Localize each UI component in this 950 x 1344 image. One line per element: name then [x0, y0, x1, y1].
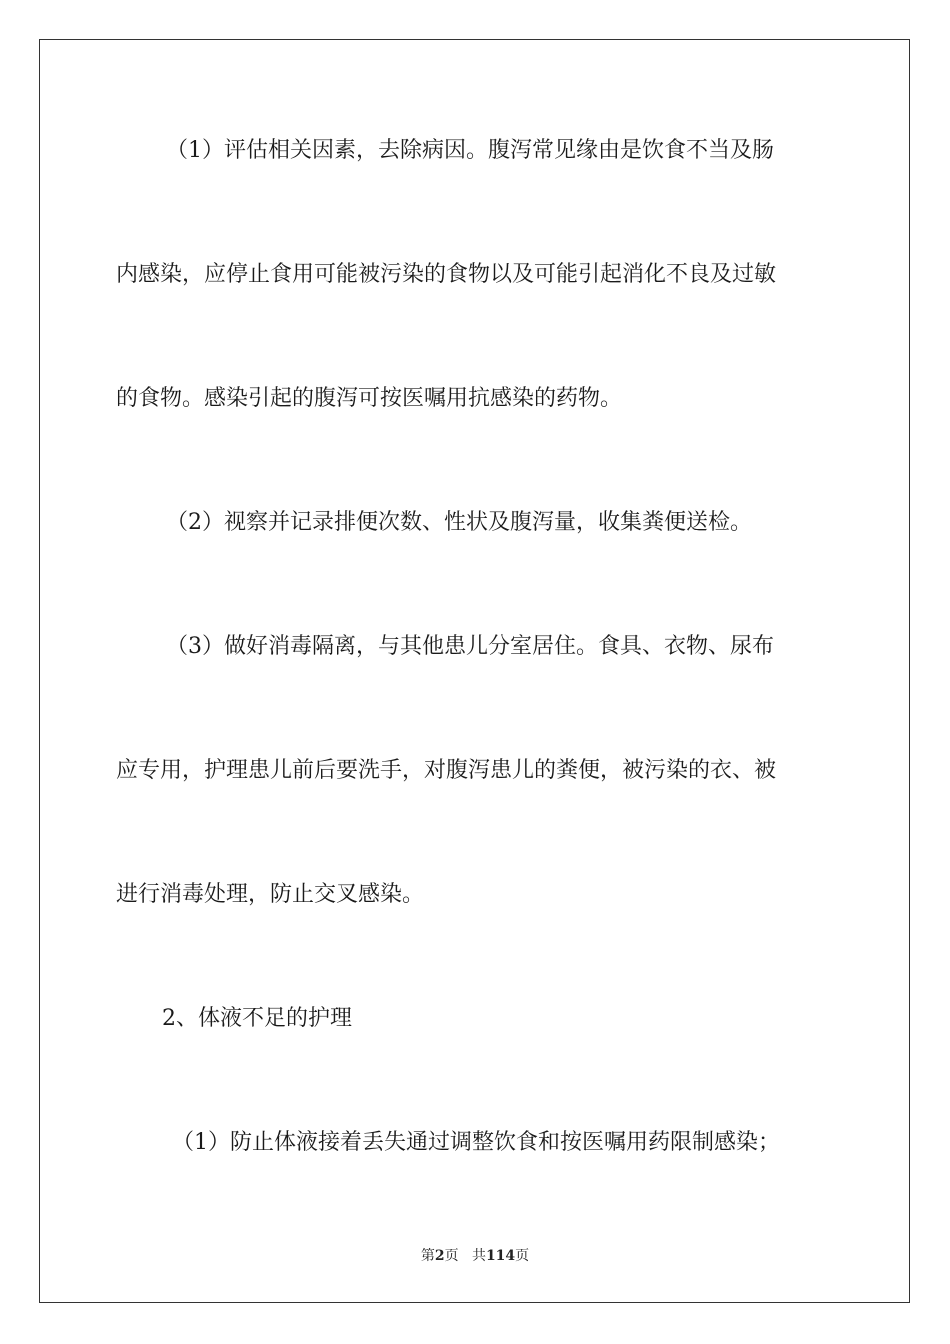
- page-footer: [0, 1247, 950, 1265]
- footer-total-prefix: 共: [471, 1248, 486, 1264]
- paragraph-line-6: 应专用，护理患儿前后要洗手，对腹泻患儿的粪便，被污染的衣、被: [116, 758, 777, 783]
- footer-page-suffix: 页: [444, 1248, 459, 1264]
- paragraph-line-4: （2）视察并记录排便次数、性状及腹泻量，收集粪便送检。: [166, 510, 752, 535]
- paragraph-line-3: 的食物。感染引起的腹泻可按医嘱用抗感染的药物。: [116, 386, 623, 411]
- footer-prefix: 第: [420, 1248, 435, 1264]
- footer-page-number: 2: [434, 1248, 445, 1264]
- page-border: [39, 39, 910, 1303]
- paragraph-line-2: 内感染，应停止食用可能被污染的食物以及可能引起消化不良及过敏: [116, 262, 777, 287]
- footer-total-pages: 114: [485, 1248, 516, 1264]
- paragraph-line-1: （1）评估相关因素，去除病因。腹泻常见缘由是饮食不当及肠: [166, 138, 774, 163]
- footer-total-suffix: 页: [515, 1248, 530, 1264]
- paragraph-line-7: 进行消毒处理，防止交叉感染。: [116, 882, 425, 907]
- paragraph-line-5: （3）做好消毒隔离，与其他患儿分室居住。食具、衣物、尿布: [166, 634, 774, 659]
- section-heading: 2、体液不足的护理: [162, 1006, 352, 1031]
- paragraph-line-9: （1）防止体液接着丢失通过调整饮食和按医嘱用药限制感染；: [172, 1130, 780, 1155]
